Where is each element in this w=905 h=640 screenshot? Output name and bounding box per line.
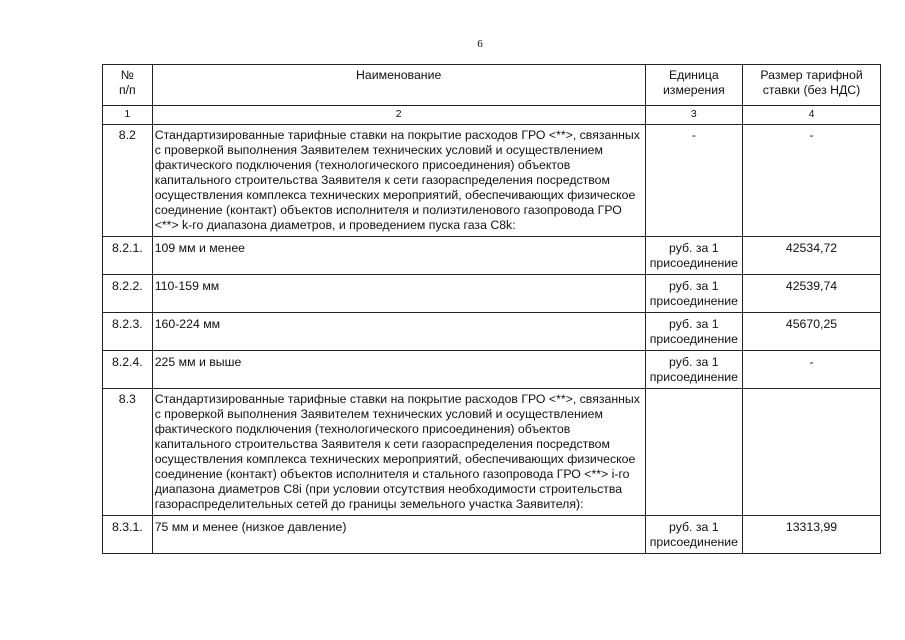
- row-unit: руб. за 1 присоединение: [645, 237, 742, 275]
- row-rate: -: [743, 125, 881, 237]
- row-name: 110-159 мм: [152, 275, 645, 313]
- header-unit: Единица измерения: [645, 65, 742, 106]
- row-rate: 42534,72: [743, 237, 881, 275]
- row-number: 8.2.1.: [103, 237, 153, 275]
- row-unit: руб. за 1 присоединение: [645, 275, 742, 313]
- row-rate: 42539,74: [743, 275, 881, 313]
- table-row: [103, 516, 881, 554]
- row-number: 8.3: [103, 389, 153, 516]
- row-unit: руб. за 1 присоединение: [645, 313, 742, 351]
- table-row: [103, 125, 881, 237]
- row-number: 8.3.1.: [103, 516, 153, 554]
- row-name: Стандартизированные тарифные ставки на покрытие расходов ГРО <**>, связанных с проверкой выполнения Заявителем технических условий и осуществлением фактического подключения (технологического присоединения) объектов капитального строительства Заявителя к сети газораспределения посредством осуществления комплекса технических мероприятий, обеспечивающих физическое соединение (контакт) объектов исполнителя и полиэтиленового газопровода ГРО <**> k-го диапазона диаметров, и проведением пуска газа С8k:: [152, 125, 645, 237]
- table-row: [103, 275, 881, 313]
- table-row: [103, 237, 881, 275]
- header-number: № п/п: [103, 65, 153, 106]
- row-rate: [743, 389, 881, 516]
- column-number: 4: [743, 106, 881, 125]
- row-name: Стандартизированные тарифные ставки на покрытие расходов ГРО <**>, связанных с проверкой выполнения Заявителем технических условий и осуществлением фактического подключения (технологического присоединения) объектов капитального строительства Заявителя к сети газораспределения посредством осуществления комплекса технических мероприятий, обеспечивающих физическое соединение (контакт) объектов исполнителя и стального газопровода ГРО <**> i-го диапазона диаметров С8i (при условии отсутствия необходимости строительства газораспределительных сетей до границы земельного участка Заявителя):: [152, 389, 645, 516]
- table-row: [103, 351, 881, 389]
- row-unit: [645, 389, 742, 516]
- column-number: 3: [645, 106, 742, 125]
- column-number: 1: [103, 106, 153, 125]
- row-unit: руб. за 1 присоединение: [645, 351, 742, 389]
- row-number: 8.2.4.: [103, 351, 153, 389]
- row-unit: -: [645, 125, 742, 237]
- row-name: 225 мм и выше: [152, 351, 645, 389]
- table-header-row: [103, 65, 881, 106]
- header-name: Наименование: [152, 65, 645, 106]
- row-number: 8.2.2.: [103, 275, 153, 313]
- row-rate: 13313,99: [743, 516, 881, 554]
- row-name: 109 мм и менее: [152, 237, 645, 275]
- table-row: [103, 313, 881, 351]
- row-name: 160-224 мм: [152, 313, 645, 351]
- row-rate: -: [743, 351, 881, 389]
- row-rate: 45670,25: [743, 313, 881, 351]
- tariff-table: [102, 64, 881, 554]
- table-row: [103, 389, 881, 516]
- column-number-row: [103, 106, 881, 125]
- header-rate: Размер тарифной ставки (без НДС): [743, 65, 881, 106]
- column-number: 2: [152, 106, 645, 125]
- row-number: 8.2: [103, 125, 153, 237]
- row-unit: руб. за 1 присоединение: [645, 516, 742, 554]
- page-number: 6: [477, 38, 483, 50]
- row-number: 8.2.3.: [103, 313, 153, 351]
- row-name: 75 мм и менее (низкое давление): [152, 516, 645, 554]
